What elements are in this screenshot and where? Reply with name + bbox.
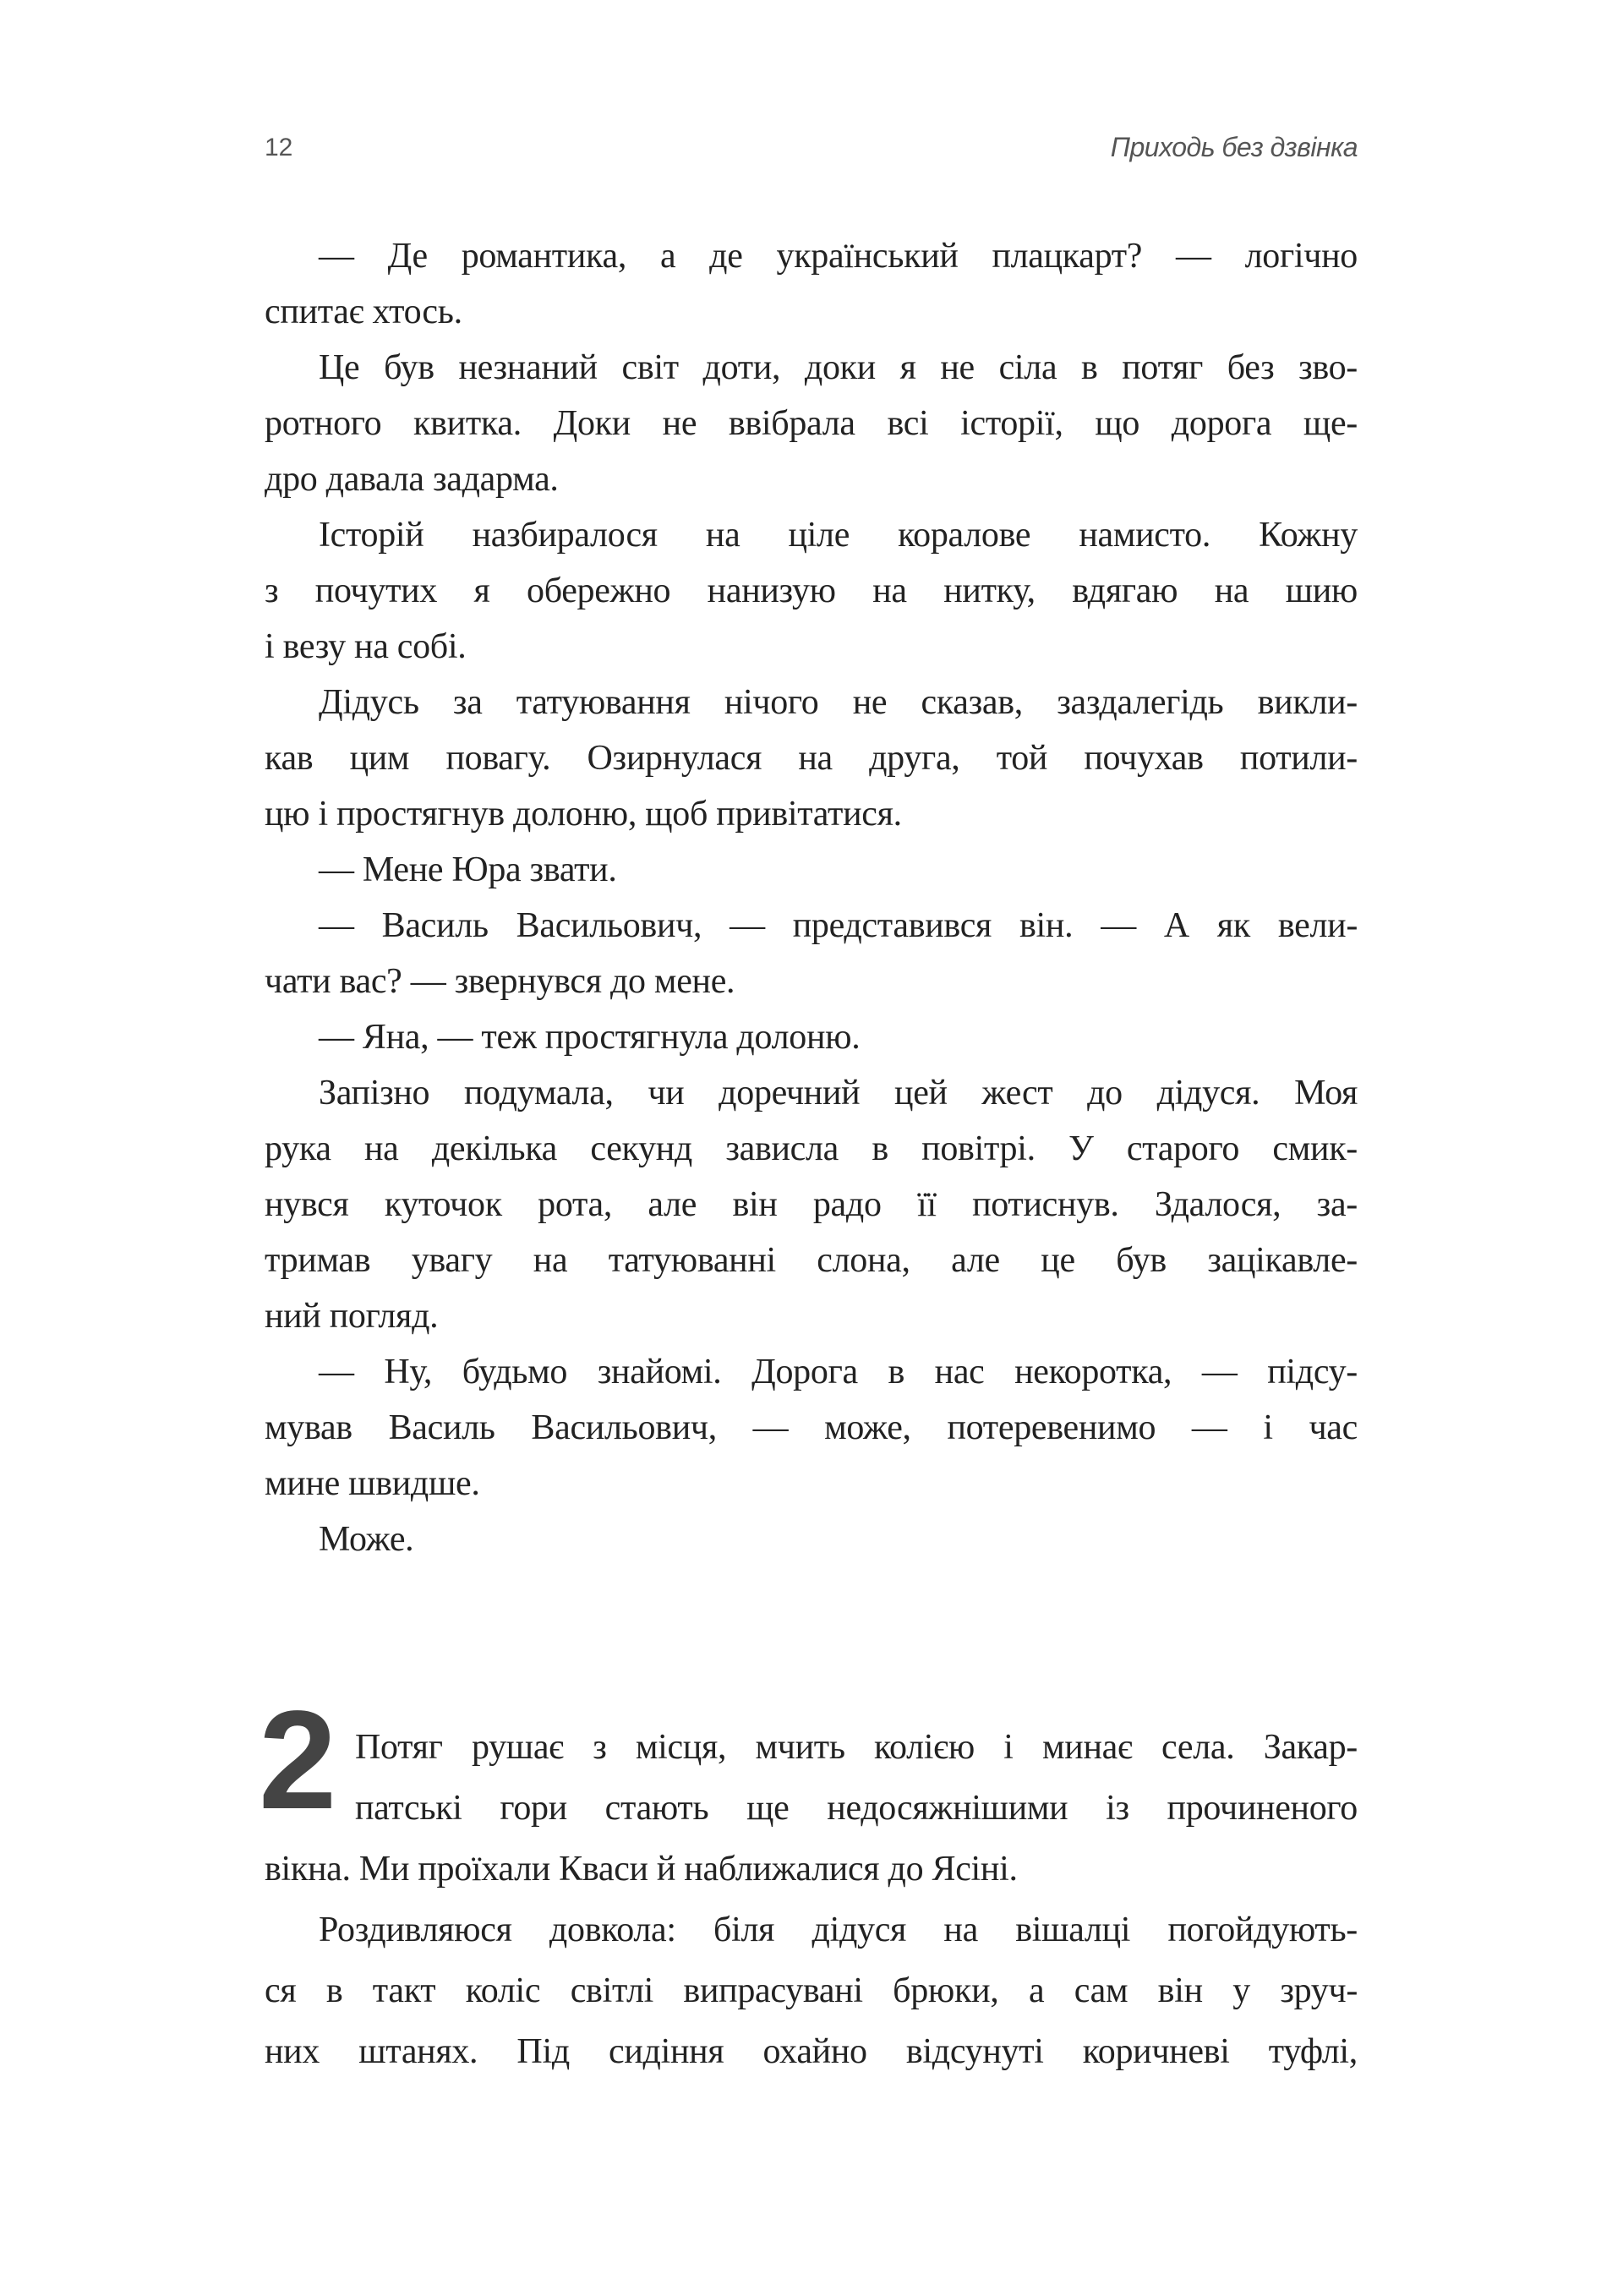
text-line: кав цим повагу. Озирнулася на друга, той почухав потили- bbox=[265, 739, 1358, 778]
text-line: — Мене Юра звати. bbox=[319, 850, 617, 889]
text-line: Це був незнаний світ доти, доки я не сіла в потяг без зво- bbox=[319, 348, 1358, 387]
paragraph bbox=[265, 1512, 1358, 1567]
paragraph bbox=[265, 842, 1358, 898]
text-line: ся в такт коліс світлі випрасувані брюки, а сам він у зруч- bbox=[265, 1971, 1358, 2010]
paragraph bbox=[265, 898, 1358, 1009]
text-line: ротного квитка. Доки не ввібрала всі історії, що дорога ще- bbox=[265, 404, 1358, 443]
text-line: Дідусь за татуювання нічого не сказав, заздалегідь викли- bbox=[319, 683, 1358, 722]
paragraph bbox=[265, 1065, 1358, 1344]
text-line: цю і простягнув долоню, щоб привітатися. bbox=[265, 795, 902, 834]
text-line: — Василь Васильович, — представився він. — А як вели- bbox=[319, 906, 1358, 945]
paragraph bbox=[265, 507, 1358, 675]
paragraph bbox=[265, 1900, 1358, 2082]
section-1-text bbox=[265, 228, 1358, 1567]
paragraph bbox=[265, 675, 1358, 842]
running-title: Приходь без дзвінка bbox=[1110, 132, 1358, 162]
text-line: патські гори стають ще недосяжнішими із прочиненого bbox=[355, 1789, 1358, 1828]
text-line: — Яна, — теж простягнула долоню. bbox=[319, 1018, 861, 1057]
text-line: Історій назбиралося на ціле коралове намисто. Кожну bbox=[319, 516, 1358, 555]
text-line: з почутих я обережно нанизую на нитку, вдягаю на шию bbox=[265, 571, 1358, 610]
text-line: нувся куточок рота, але він радо її потиснув. Здалося, за- bbox=[265, 1185, 1358, 1224]
text-line: вікна. Ми проїхали Кваси й наближалися до Ясіні. bbox=[265, 1850, 1018, 1889]
text-line: і везу на собі. bbox=[265, 627, 467, 666]
text-line: Потяг рушає з місця, мчить колією і минає села. Закар- bbox=[355, 1728, 1358, 1767]
text-line: ний погляд. bbox=[265, 1297, 439, 1336]
text-line: — Ну, будьмо знайомі. Дорога в нас некоротка, — підсу- bbox=[319, 1353, 1358, 1391]
paragraph bbox=[265, 340, 1358, 507]
paragraph bbox=[265, 1344, 1358, 1512]
text-line: Запізно подумала, чи доречний цей жест до дідуся. Моя bbox=[319, 1074, 1358, 1112]
section-number-dropcap: 2 bbox=[259, 1682, 337, 1839]
text-line: дро давала задарма. bbox=[265, 460, 559, 499]
text-line: тримав увагу на татуюванні слона, але це був зацікавле- bbox=[265, 1241, 1358, 1280]
text-line: спитає хтось. bbox=[265, 292, 462, 331]
page-number: 12 bbox=[265, 134, 293, 161]
text-line: них штанях. Під сидіння охайно відсунуті коричневі туфлі, bbox=[265, 2032, 1358, 2071]
text-line: чати вас? — звернувся до мене. bbox=[265, 962, 735, 1001]
paragraph bbox=[265, 1009, 1358, 1065]
text-line: Роздивляюся довкола: біля дідуся на вішалці погойдують- bbox=[319, 1911, 1358, 1949]
paragraph bbox=[265, 228, 1358, 340]
text-line: мине швидше. bbox=[265, 1464, 480, 1503]
text-line: Може. bbox=[319, 1520, 414, 1559]
paragraph bbox=[265, 1717, 1358, 1900]
text-line: — Де романтика, а де український плацкарт? — логічно bbox=[319, 237, 1358, 276]
text-line: мував Василь Васильович, — може, потеревенимо — і час bbox=[265, 1408, 1358, 1447]
text-line: рука на декілька секунд зависла в повітрі. У старого смик- bbox=[265, 1129, 1358, 1168]
section-2-text bbox=[265, 1717, 1358, 2082]
